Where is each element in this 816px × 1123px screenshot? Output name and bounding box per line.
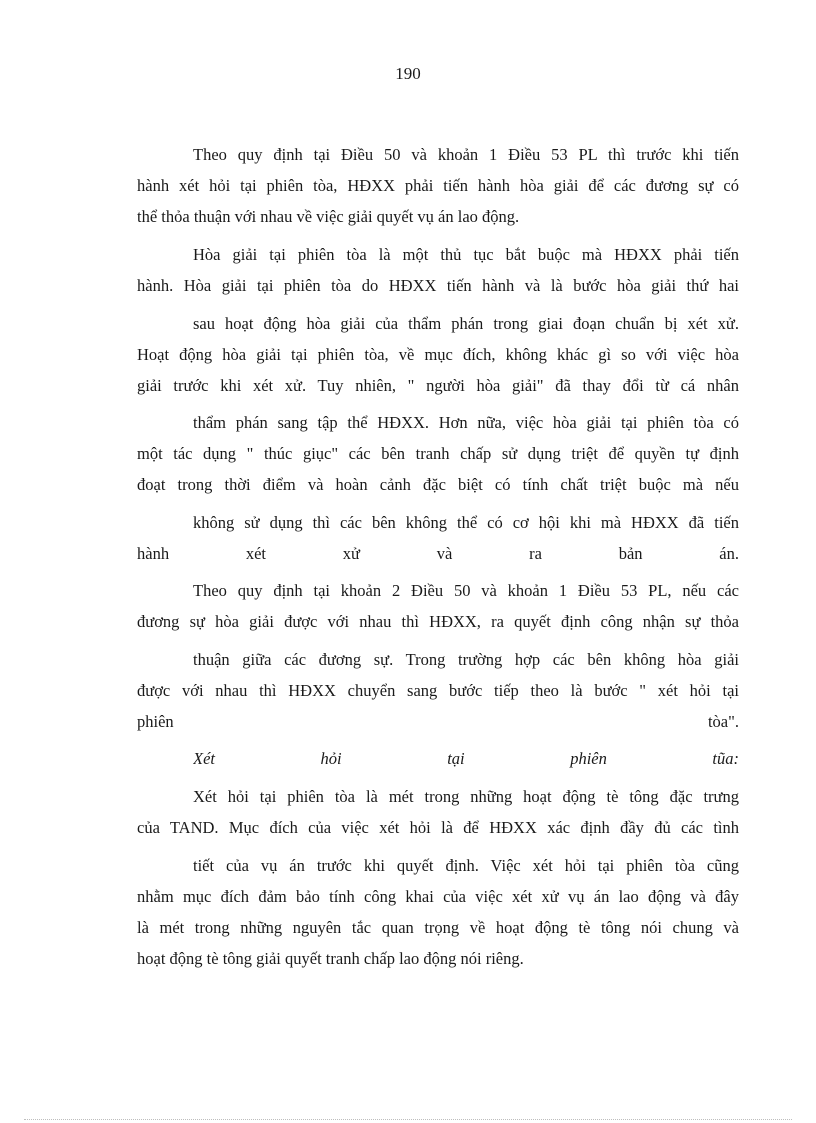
text-line: Xét hỏi tại phiên tòa là mét trong những hoạt động tè tông đặc trưng [193,787,739,806]
text-line: sau hoạt động hòa giải của thẩm phán trong giai đoạn chuẩn bị xét xử. [193,314,739,333]
text-line: tiết của vụ án trước khi quyết định. Việc xét hỏi tại phiên tòa cũng [193,856,739,875]
text-line: hành xét hỏi tại phiên tòa, HĐXX phải tiến hành hòa giải để các đương sự có [137,176,739,195]
text-line: Hoạt động hòa giải tại phiên tòa, về mục đích, không khác gì so với việc hòa [137,345,739,364]
section-heading: Xét hỏi tại phiên tũa: [193,749,739,768]
text-line: thể thỏa thuận với nhau về việc giải quyết vụ án lao động. [137,207,520,226]
text-line: hành xét xử và ra bản án. [137,544,739,563]
text-line: thuận giữa các đương sự. Trong trường hợp các bên không hòa giải [193,650,739,669]
text-line: hoạt động tè tông giải quyết tranh chấp lao động nói riêng. [137,949,524,968]
text-line: phiên tòa". [137,712,739,731]
text-line: Theo quy định tại khoản 2 Điều 50 và khoản 1 Điều 53 PL, nếu các [193,581,739,600]
text-line: không sử dụng thì các bên không thể có cơ hội khi mà HĐXX đã tiến [193,513,739,532]
text-line: một tác dụng " thúc giục" các bên tranh chấp sử dụng triệt để quyền tự định [137,444,739,463]
text-line: thẩm phán sang tập thể HĐXX. Hơn nữa, việc hòa giải tại phiên tòa có [193,413,739,432]
text-line: hành. Hòa giải tại phiên tòa do HĐXX tiến hành và là bước hòa giải thứ hai [137,276,739,295]
text-line: giải trước khi xét xử. Tuy nhiên, " người hòa giải" đã thay đổi từ cá nhân [137,376,739,395]
page-number: 190 [395,64,421,83]
text-line: Hòa giải tại phiên tòa là một thủ tục bắt buộc mà HĐXX phải tiến [193,245,739,264]
text-line: đoạt trong thời điểm và hoàn cảnh đặc biệt có tính chất triệt buộc mà nếu [137,475,739,494]
text-line: nhằm mục đích đảm bảo tính công khai của việc xét xử vụ án lao động và đây [137,887,739,906]
page-bottom-divider [24,1119,792,1120]
text-line: đương sự hòa giải được với nhau thì HĐXX, ra quyết định công nhận sự thỏa [137,612,739,631]
text-line: là mét trong những nguyên tắc quan trọng về hoạt động tè tông nói chung và [137,918,739,937]
text-line: của TAND. Mục đích của việc xét hỏi là để HĐXX xác định đầy đủ các tình [137,818,739,837]
text-line: Theo quy định tại Điều 50 và khoản 1 Điều 53 PL thì trước khi tiến [193,145,739,164]
text-line: được với nhau thì HĐXX chuyển sang bước tiếp theo là bước " xét hỏi tại [137,681,739,700]
